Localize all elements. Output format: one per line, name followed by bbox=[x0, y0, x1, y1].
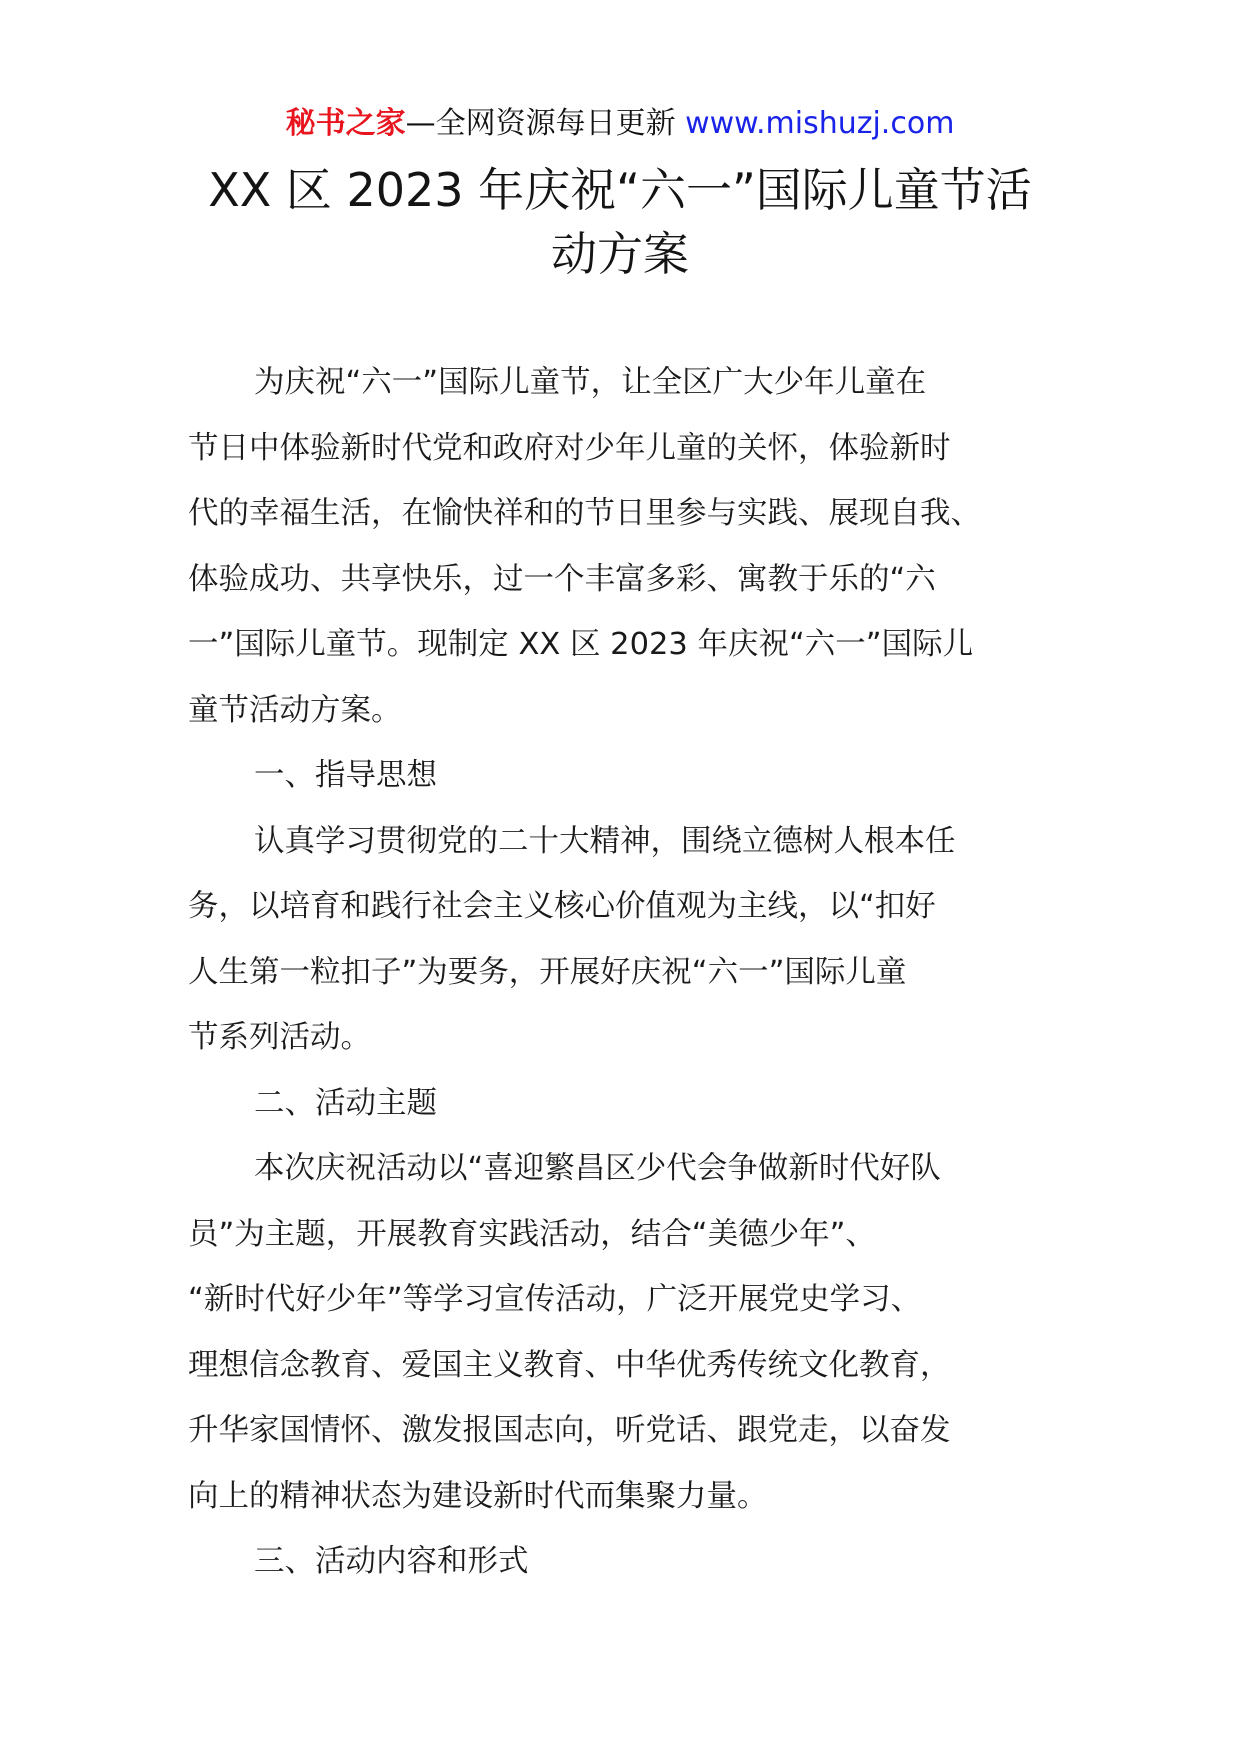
text-line: 体验成功、共享快乐，过一个丰富多彩、寓教于乐的“六 bbox=[188, 561, 936, 597]
text-line: 节日中体验新时代党和政府对少年儿童的关怀，体验新时 bbox=[188, 430, 951, 466]
site-header bbox=[0, 102, 1240, 146]
text-line: 本次庆祝活动以“喜迎繁昌区少代会争做新时代好队 bbox=[254, 1151, 941, 1186]
section-1-paragraph bbox=[188, 809, 1060, 1071]
text-line: 升华家国情怀、激发报国志向，听党话、跟党走，以奋发 bbox=[188, 1413, 951, 1448]
text-line: 向上的精神状态为建设新时代而集聚力量。 bbox=[188, 1478, 768, 1514]
intro-paragraph bbox=[188, 350, 1060, 743]
document-title bbox=[188, 158, 1052, 286]
title-line-2: 动方案 bbox=[551, 227, 689, 281]
document-body bbox=[188, 350, 1060, 1595]
section-heading-guiding-ideology: 一、指导思想 bbox=[254, 758, 437, 793]
text-line: 代的幸福生活，在愉快祥和的节日里参与实践、展现自我、 bbox=[188, 496, 981, 531]
text-line: 童节活动方案。 bbox=[188, 692, 402, 728]
text-line: 为庆祝“六一”国际儿童节，让全区广大少年儿童在 bbox=[254, 365, 927, 400]
text-line: 理想信念教育、爱国主义教育、中华优秀传统文化教育， bbox=[188, 1347, 951, 1383]
section-heading-activity-content: 三、活动内容和形式 bbox=[254, 1544, 529, 1579]
text-line: 节系列活动。 bbox=[188, 1020, 371, 1055]
text-line: 务，以培育和践行社会主义核心价值观为主线，以“扣好 bbox=[188, 889, 936, 924]
section-2-paragraph bbox=[188, 1136, 1060, 1529]
header-tagline: —全网资源每日更新 bbox=[405, 106, 676, 141]
site-url-link[interactable]: www.mishuzj.com bbox=[675, 106, 955, 141]
text-line: “新时代好少年”等学习宣传活动，广泛开展党史学习、 bbox=[188, 1282, 922, 1317]
text-line: 认真学习贯彻党的二十大精神，围绕立德树人根本任 bbox=[254, 823, 956, 859]
text-line: 人生第一粒扣子”为要务，开展好庆祝“六一”国际儿童 bbox=[188, 954, 907, 990]
title-line-1: XX 区 2023 年庆祝“六一”国际儿童节活 bbox=[208, 163, 1032, 217]
text-line: 一”国际儿童节。现制定 XX 区 2023 年庆祝“六一”国际儿 bbox=[188, 627, 974, 662]
text-line: 员”为主题，开展教育实践活动，结合“美德少年”、 bbox=[188, 1216, 876, 1252]
brand-name: 秘书之家 bbox=[285, 106, 406, 141]
section-heading-activity-theme: 二、活动主题 bbox=[254, 1085, 437, 1121]
